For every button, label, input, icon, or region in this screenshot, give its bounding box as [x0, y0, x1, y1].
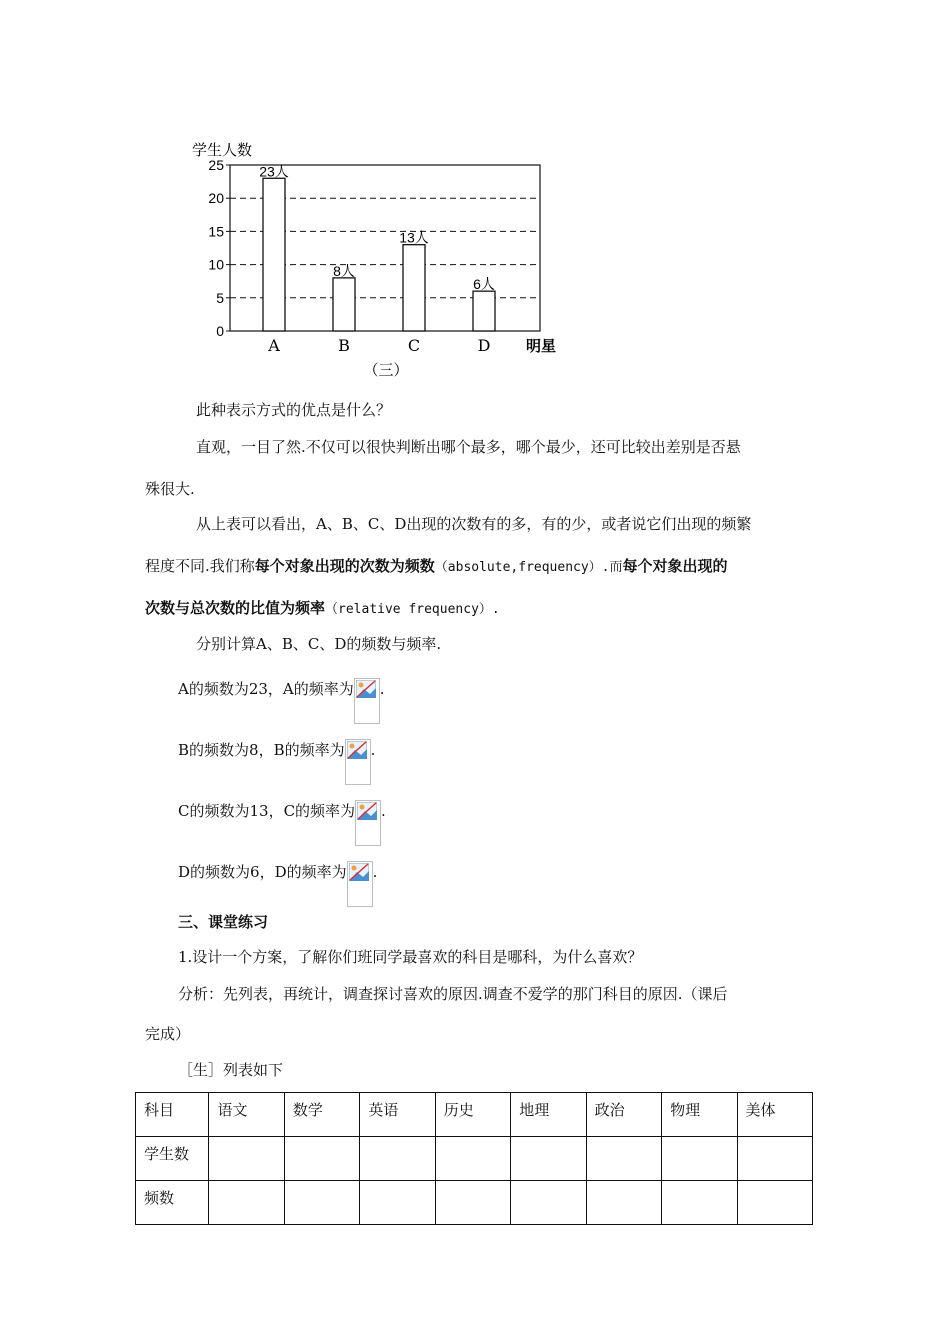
- table-cell: [511, 1137, 586, 1181]
- y-tick-label: 15: [208, 223, 224, 240]
- freq-a-dot: .: [379, 680, 385, 698]
- table-cell: 美体: [737, 1093, 812, 1137]
- broken-image-icon: [355, 800, 381, 846]
- table-cell: 英语: [360, 1093, 435, 1137]
- subject-table: [135, 1092, 813, 1225]
- table-cell: [435, 1181, 510, 1225]
- data-label: 23人: [259, 163, 289, 180]
- data-label: 13人: [399, 229, 429, 246]
- def-bold-rate: 次数与总次数的比值为频率: [145, 599, 326, 617]
- table-cell: 历史: [435, 1093, 510, 1137]
- table-cell: [360, 1181, 435, 1225]
- x-tick-label: D: [477, 336, 491, 355]
- analysis-line-1: 分析：先列表，再统计，调查探讨喜欢的原因.调查不爱学的那门科目的原因.（课后: [178, 985, 728, 1003]
- def-bold-relative-start: 每个对象出现的: [622, 557, 728, 575]
- freq-b-dot: .: [370, 741, 376, 759]
- table-row: [136, 1181, 813, 1225]
- freq-b-text: B的频数为8，B的频率为: [178, 741, 345, 759]
- def-bold-frequency: 每个对象出现的次数为频数: [254, 557, 435, 575]
- broken-image-icon: [345, 739, 371, 785]
- table-cell: 政治: [586, 1093, 661, 1137]
- table-cell: [586, 1137, 661, 1181]
- table-cell: 科目: [136, 1093, 209, 1137]
- bar-c: [403, 245, 425, 331]
- freq-d-text: D的频数为6，D的频率为: [178, 863, 347, 881]
- def-text-a: 程度不同.我们称: [145, 557, 255, 575]
- table-cell: [435, 1137, 510, 1181]
- broken-image-icon: [354, 678, 380, 724]
- table-cell: [284, 1137, 359, 1181]
- table-cell: [737, 1181, 812, 1225]
- table-header-row: [136, 1093, 813, 1137]
- definition-line-3: [145, 598, 500, 620]
- table-cell: [586, 1181, 661, 1225]
- table-cell: [360, 1137, 435, 1181]
- data-label: 6人: [473, 276, 495, 293]
- section-heading: 三、课堂练习: [178, 913, 269, 931]
- answer-line-2: 殊很大.: [145, 480, 195, 498]
- table-cell: [209, 1137, 284, 1181]
- y-axis-label: 学生人数: [192, 142, 253, 159]
- table-cell: [662, 1181, 737, 1225]
- x-tick-label: C: [407, 336, 421, 355]
- y-tick-label: 0: [216, 323, 224, 339]
- table-cell: [511, 1181, 586, 1225]
- def-english-relative: （relative frequency）.: [325, 602, 500, 617]
- y-tick-label: 10: [208, 256, 224, 273]
- table-cell: 频数: [136, 1181, 209, 1225]
- table-cell: 数学: [284, 1093, 359, 1137]
- freq-c-dot: .: [381, 802, 386, 820]
- bar-chart: [190, 135, 570, 385]
- chart-svg: [190, 135, 570, 385]
- table-cell: 地理: [511, 1093, 586, 1137]
- y-tick-label: 5: [216, 289, 224, 306]
- table-cell: 物理: [662, 1093, 737, 1137]
- y-tick-label: 25: [208, 157, 224, 173]
- bar-b: [333, 278, 355, 331]
- chart-caption: （三）: [363, 362, 409, 379]
- x-tick-label: B: [338, 336, 350, 355]
- freq-d-dot: .: [372, 863, 378, 881]
- answer-line-1: 直观，一目了然.不仅可以很快判断出哪个最多，哪个最少，还可比较出差别是否悬: [196, 438, 741, 456]
- definition-line-2: [145, 556, 728, 578]
- x-tick-label: A: [268, 336, 280, 355]
- table-cell: [662, 1137, 737, 1181]
- freq-line-d: [178, 861, 377, 907]
- freq-c-text: C的频数为13，C的频率为: [178, 802, 356, 820]
- y-tick-label: 20: [208, 190, 224, 207]
- freq-line-c: [178, 800, 386, 846]
- exercise-1: 1.设计一个方案，了解你们班同学最喜欢的科目是哪科，为什么喜欢？: [178, 948, 643, 966]
- table-cell: [209, 1181, 284, 1225]
- definition-line-1: 从上表可以看出，A、B、C、D出现的次数有的多，有的少，或者说它们出现的频繁: [196, 515, 752, 533]
- data-label: 8人: [333, 262, 355, 279]
- student-note: ［生］列表如下: [178, 1061, 284, 1079]
- table-row: [136, 1137, 813, 1181]
- bar-a: [263, 178, 285, 331]
- table-cell: [284, 1181, 359, 1225]
- freq-line-b: [178, 739, 375, 785]
- freq-a-text: A的频数为23，A的频率为: [178, 680, 354, 698]
- freq-line-a: [178, 678, 385, 724]
- table-cell: [737, 1137, 812, 1181]
- table-cell: 学生数: [136, 1137, 209, 1181]
- calc-instruction: 分别计算A、B、C、D的频数与频率.: [196, 635, 442, 653]
- bar-d: [473, 291, 495, 331]
- broken-image-icon: [347, 861, 373, 907]
- table-cell: 语文: [209, 1093, 284, 1137]
- x-axis-label: 明星: [526, 338, 557, 355]
- analysis-line-2: 完成）: [145, 1025, 191, 1043]
- question-text: 此种表示方式的优点是什么？: [196, 401, 392, 419]
- def-english-absolute: （absolute,frequency）.而: [434, 560, 623, 575]
